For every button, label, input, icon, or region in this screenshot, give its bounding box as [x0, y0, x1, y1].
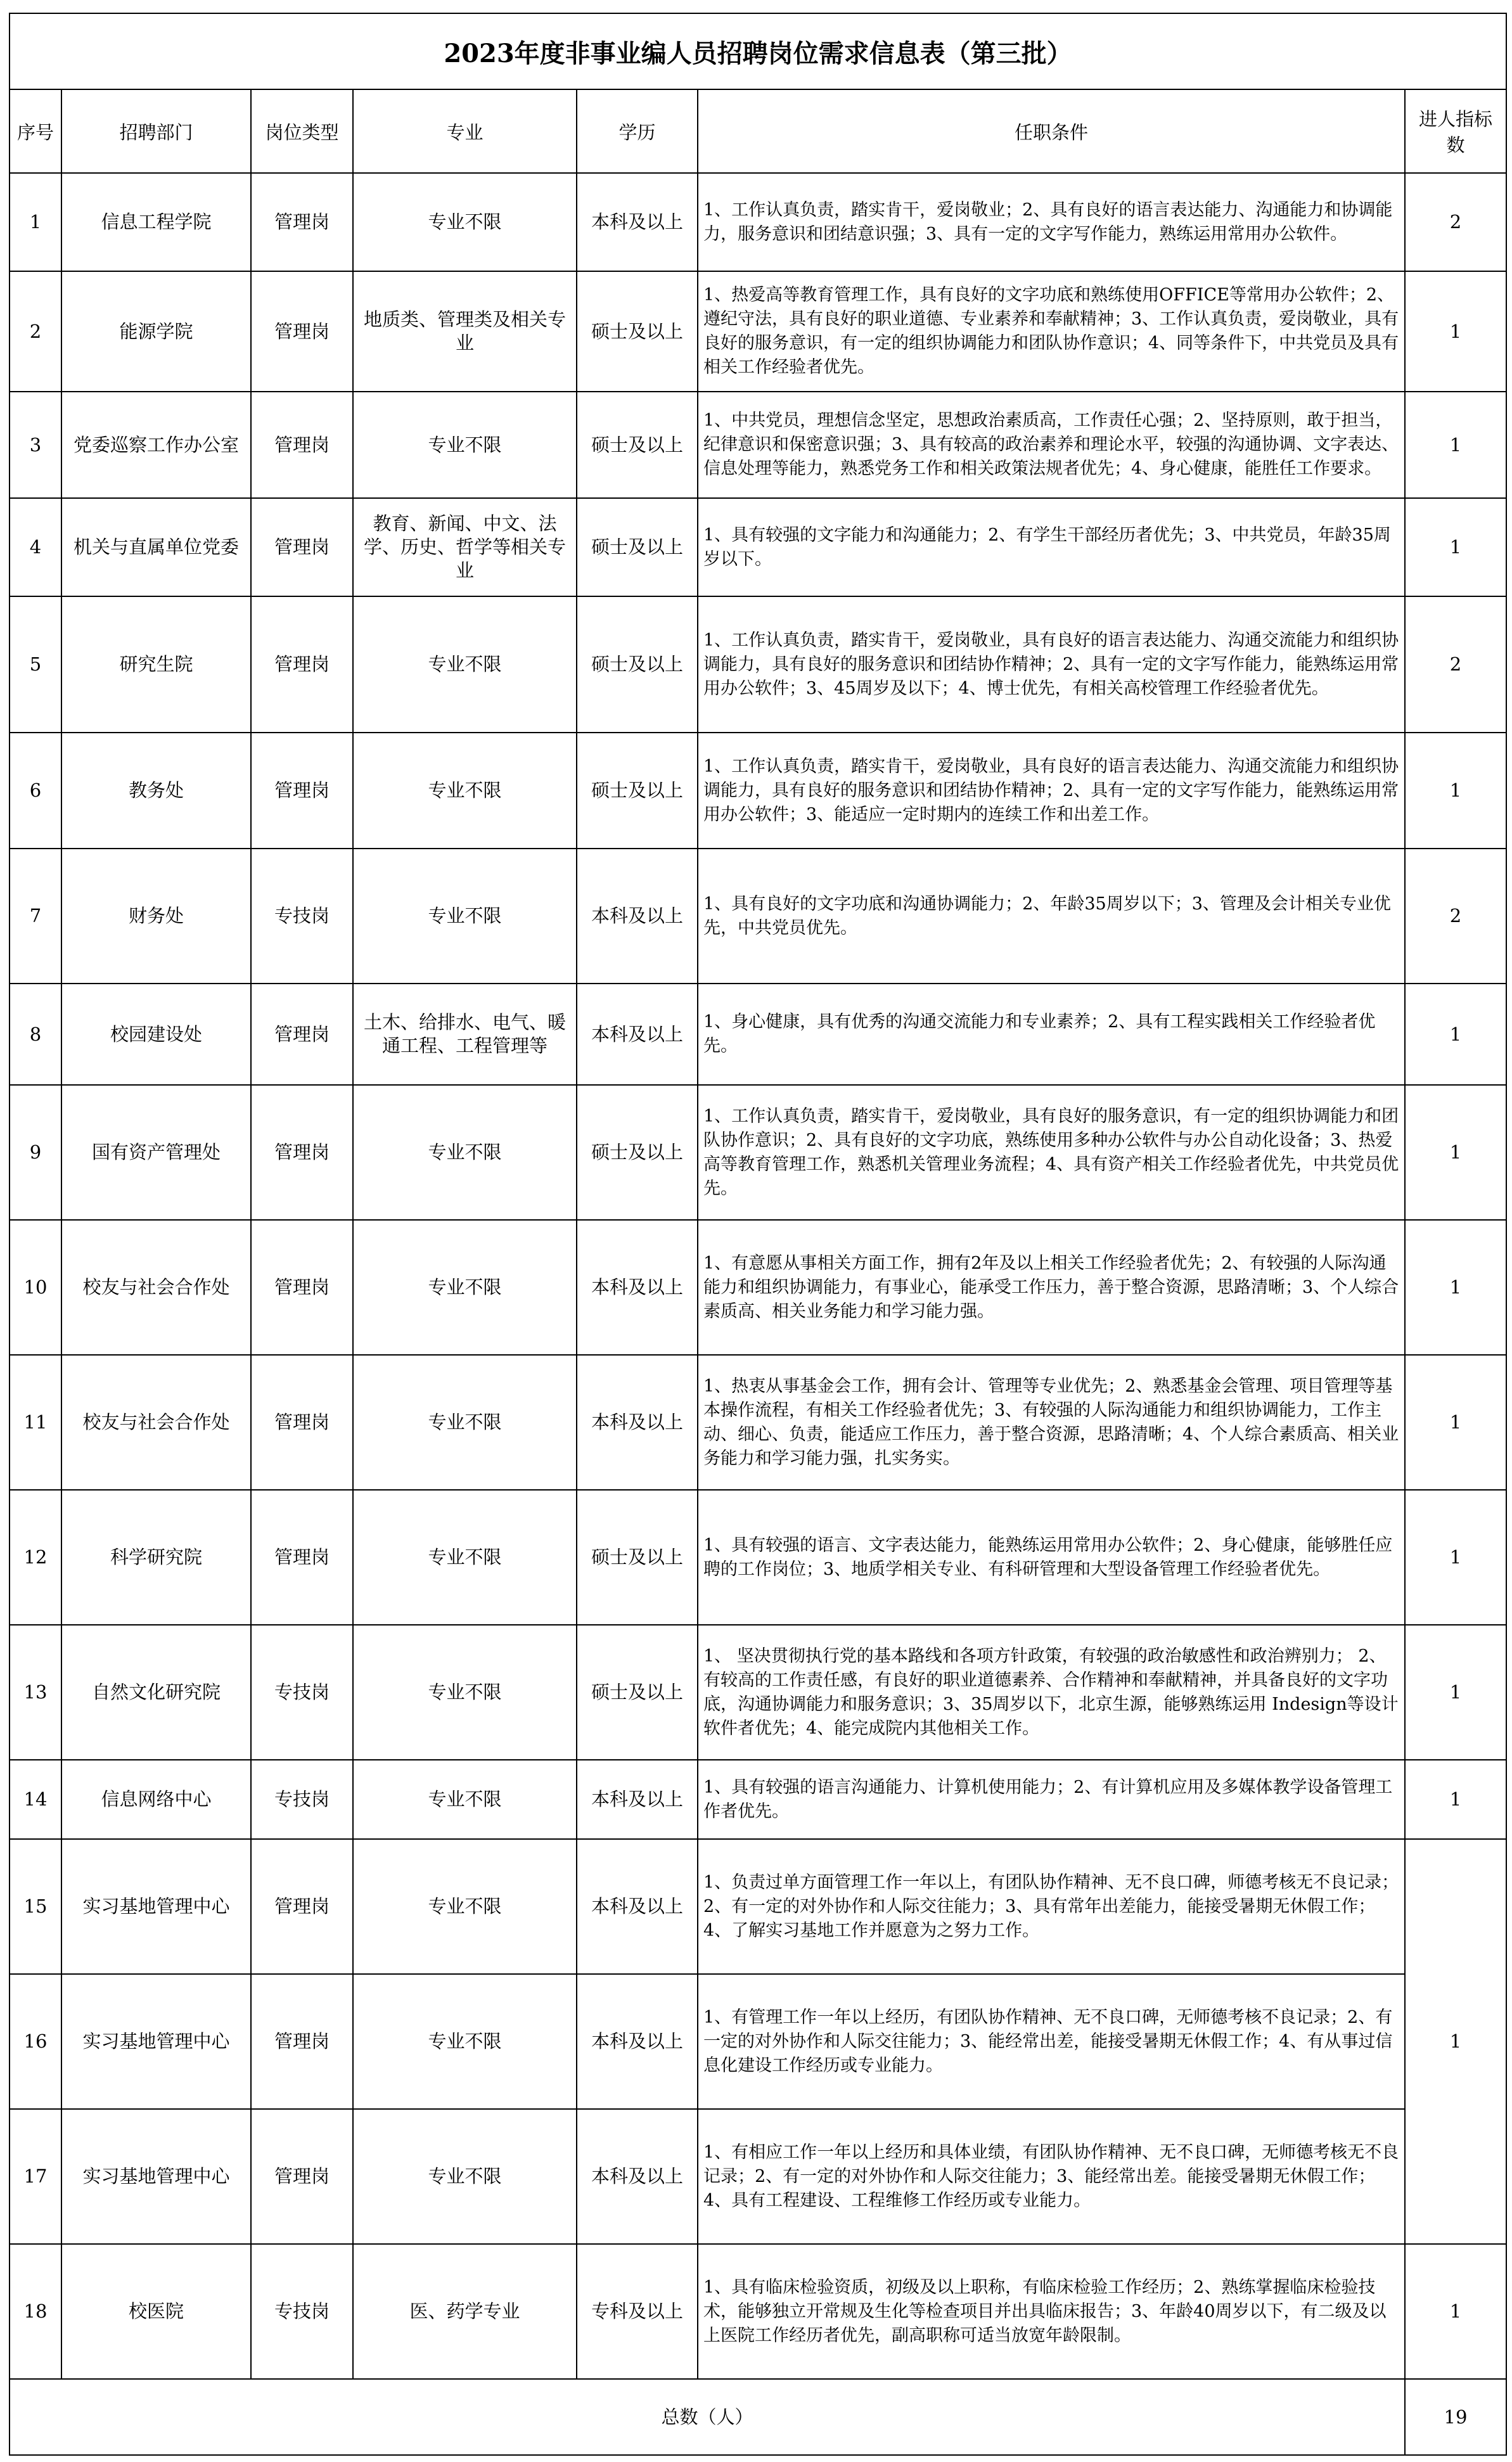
row-type: 管理岗: [251, 173, 353, 271]
row-edu: 本科及以上: [577, 849, 698, 984]
header-dept: 招聘部门: [61, 89, 251, 173]
row-major: 专业不限: [353, 1760, 577, 1839]
row-req: 1、热衷从事基金会工作，拥有会计、管理等专业优先；2、熟悉基金会管理、项目管理等基本操作流程，有相关工作经验者优先；3、有较强的人际沟通能力和组织协调能力，工作主动、细心、负责，能适应工作压力，善于整合资源，思路清晰；4、个人综合素质高、相关业务能力和学习能力强，扎实务实。: [698, 1355, 1405, 1490]
row-type: 管理岗: [251, 984, 353, 1085]
row-dept: 信息网络中心: [61, 1760, 251, 1839]
row-major: 教育、新闻、中文、法学、历史、哲学等相关专业: [353, 498, 577, 596]
row-type: 管理岗: [251, 1085, 353, 1220]
table-row: [10, 1974, 1506, 2109]
row-dept: 财务处: [61, 849, 251, 984]
row-dept: 国有资产管理处: [61, 1085, 251, 1220]
row-edu: 本科及以上: [577, 1839, 698, 1974]
row-count: 1: [1405, 271, 1506, 392]
row-no: 9: [10, 1085, 61, 1220]
row-edu: 硕士及以上: [577, 392, 698, 498]
table-row: [10, 2109, 1506, 2244]
row-no: 13: [10, 1625, 61, 1760]
row-no: 2: [10, 271, 61, 392]
row-count: 1: [1405, 1625, 1506, 1760]
row-edu: 本科及以上: [577, 1355, 698, 1490]
table-row: [10, 271, 1506, 392]
row-no: 3: [10, 392, 61, 498]
row-major: 专业不限: [353, 596, 577, 733]
row-req: 1、热爱高等教育管理工作，具有良好的文字功底和熟练使用OFFICE等常用办公软件；2、遵纪守法，具有良好的职业道德、专业素养和奉献精神；3、工作认真负责，爱岗敬业，具有良好的服务意识，有一定的组织协调能力和团队协作意识；4、同等条件下，中共党员及具有相关工作经验者优先。: [698, 271, 1405, 392]
row-type: 管理岗: [251, 1355, 353, 1490]
row-dept: 实习基地管理中心: [61, 1839, 251, 1974]
row-req: 1、工作认真负责，踏实肯干，爱岗敬业，具有良好的服务意识，有一定的组织协调能力和团队协作意识；2、具有良好的文字功底，熟练使用多种办公软件与办公自动化设备；3、热爱高等教育管理工作，熟悉机关管理业务流程；4、具有资产相关工作经验者优先，中共党员优先。: [698, 1085, 1405, 1220]
table-row: [10, 1355, 1506, 1490]
table-row: [10, 498, 1506, 596]
row-major: 专业不限: [353, 849, 577, 984]
header-major: 专业: [353, 89, 577, 173]
row-edu: 硕士及以上: [577, 1490, 698, 1625]
row-type: 管理岗: [251, 1220, 353, 1355]
row-count: 1: [1405, 1974, 1506, 2109]
row-no: 16: [10, 1974, 61, 2109]
row-req: 1、工作认真负责，踏实肯干，爱岗敬业，具有良好的语言表达能力、沟通交流能力和组织协调能力，具有良好的服务意识和团结协作精神；2、具有一定的文字写作能力，能熟练运用常用办公软件；3、45周岁及以下；4、博士优先，有相关高校管理工作经验者优先。: [698, 596, 1405, 733]
row-edu: 本科及以上: [577, 984, 698, 1085]
row-type: 管理岗: [251, 1974, 353, 2109]
table-title: 2023年度非事业编人员招聘岗位需求信息表（第三批）: [10, 13, 1506, 89]
row-no: 5: [10, 596, 61, 733]
row-type: 管理岗: [251, 2109, 353, 2244]
row-count: 1: [1405, 1760, 1506, 1839]
row-count: [1405, 2109, 1506, 2244]
row-no: 8: [10, 984, 61, 1085]
row-edu: 硕士及以上: [577, 1625, 698, 1760]
row-count: 1: [1405, 1085, 1506, 1220]
row-no: 11: [10, 1355, 61, 1490]
row-req: 1、工作认真负责，踏实肯干，爱岗敬业，具有良好的语言表达能力、沟通交流能力和组织协调能力，具有良好的服务意识和团结协作精神；2、具有一定的文字写作能力，能熟练运用常用办公软件；3、能适应一定时期内的连续工作和出差工作。: [698, 733, 1405, 849]
table-row: [10, 1220, 1506, 1355]
row-type: 管理岗: [251, 733, 353, 849]
row-no: 4: [10, 498, 61, 596]
row-edu: 本科及以上: [577, 1220, 698, 1355]
row-edu: 硕士及以上: [577, 596, 698, 733]
row-count: 1: [1405, 1220, 1506, 1355]
row-type: 专技岗: [251, 849, 353, 984]
row-count: 1: [1405, 1490, 1506, 1625]
row-req: 1、有相应工作一年以上经历和具体业绩，有团队协作精神、无不良口碑，无师德考核无不良记录；2、有一定的对外协作和人际交往能力；3、能经常出差。能接受暑期无休假工作；4、具有工程建设、工程维修工作经历或专业能力。: [698, 2109, 1405, 2244]
row-req: 1、有管理工作一年以上经历，有团队协作精神、无不良口碑，无师德考核不良记录；2、有一定的对外协作和人际交往能力；3、能经常出差，能接受暑期无休假工作；4、有从事过信息化建设工作经历或专业能力。: [698, 1974, 1405, 2109]
row-no: 7: [10, 849, 61, 984]
row-dept: 党委巡察工作办公室: [61, 392, 251, 498]
row-count: 1: [1405, 984, 1506, 1085]
row-count: 1: [1405, 498, 1506, 596]
row-req: 1、具有良好的文字功底和沟通协调能力；2、年龄35周岁以下；3、管理及会计相关专业优先，中共党员优先。: [698, 849, 1405, 984]
table-row: [10, 2244, 1506, 2379]
row-edu: 本科及以上: [577, 173, 698, 271]
row-major: 专业不限: [353, 1355, 577, 1490]
row-req: 1、身心健康，具有优秀的沟通交流能力和专业素养；2、具有工程实践相关工作经验者优先。: [698, 984, 1405, 1085]
row-no: 1: [10, 173, 61, 271]
row-type: 管理岗: [251, 498, 353, 596]
table-row: [10, 733, 1506, 849]
row-type: 专技岗: [251, 1760, 353, 1839]
row-no: 17: [10, 2109, 61, 2244]
row-dept: 自然文化研究院: [61, 1625, 251, 1760]
table-row: [10, 392, 1506, 498]
row-dept: 校友与社会合作处: [61, 1355, 251, 1490]
row-major: 专业不限: [353, 392, 577, 498]
row-dept: 机关与直属单位党委: [61, 498, 251, 596]
table-row: [10, 596, 1506, 733]
row-count: 1: [1405, 392, 1506, 498]
row-edu: 硕士及以上: [577, 271, 698, 392]
row-count: 1: [1405, 1355, 1506, 1490]
row-edu: 硕士及以上: [577, 498, 698, 596]
table-row: [10, 849, 1506, 984]
row-count: 2: [1405, 596, 1506, 733]
recruitment-table: [9, 13, 1507, 2456]
row-no: 10: [10, 1220, 61, 1355]
row-no: 18: [10, 2244, 61, 2379]
row-req: 1、负责过单方面管理工作一年以上，有团队协作精神、无不良口碑，师德考核无不良记录；2、有一定的对外协作和人际交往能力；3、具有常年出差能力，能接受暑期无休假工作；4、了解实习基地工作并愿意为之努力工作。: [698, 1839, 1405, 1974]
row-edu: 硕士及以上: [577, 733, 698, 849]
header-row: [10, 89, 1506, 173]
row-count: 1: [1405, 733, 1506, 849]
table-row: [10, 1839, 1506, 1974]
row-major: 土木、给排水、电气、暖通工程、工程管理等: [353, 984, 577, 1085]
header-no: 序号: [10, 89, 61, 173]
row-major: 医、药学专业: [353, 2244, 577, 2379]
row-dept: 教务处: [61, 733, 251, 849]
table-row: [10, 173, 1506, 271]
row-no: 15: [10, 1839, 61, 1974]
header-type: 岗位类型: [251, 89, 353, 173]
row-edu: 本科及以上: [577, 1974, 698, 2109]
row-type: 管理岗: [251, 271, 353, 392]
row-major: 专业不限: [353, 1220, 577, 1355]
row-major: 专业不限: [353, 1839, 577, 1974]
row-edu: 专科及以上: [577, 2244, 698, 2379]
row-major: 专业不限: [353, 2109, 577, 2244]
row-dept: 实习基地管理中心: [61, 1974, 251, 2109]
row-dept: 校医院: [61, 2244, 251, 2379]
row-no: 14: [10, 1760, 61, 1839]
row-req: 1、具有临床检验资质，初级及以上职称，有临床检验工作经历；2、熟练掌握临床检验技术，能够独立开常规及生化等检查项目并出具临床报告；3、年龄40周岁以下，有二级及以上医院工作经历者优先，副高职称可适当放宽年龄限制。: [698, 2244, 1405, 2379]
row-type: 管理岗: [251, 392, 353, 498]
row-dept: 实习基地管理中心: [61, 2109, 251, 2244]
header-edu: 学历: [577, 89, 698, 173]
row-major: 地质类、管理类及相关专业: [353, 271, 577, 392]
row-major: 专业不限: [353, 1085, 577, 1220]
row-count: 2: [1405, 173, 1506, 271]
header-req: 任职条件: [698, 89, 1405, 173]
row-no: 12: [10, 1490, 61, 1625]
table-row: [10, 1760, 1506, 1839]
row-req: 1、 坚决贯彻执行党的基本路线和各项方针政策，有较强的政治敏感性和政治辨别力； 2、有较高的工作责任感，有良好的职业道德素养、合作精神和奉献精神，并具备良好的文字功底，沟通协调能力和服务意识；3、35周岁以下，北京生源，能够熟练运用 Indesign等设计软件者优先；4、能完成院内其他相关工作。: [698, 1625, 1405, 1760]
row-edu: 本科及以上: [577, 2109, 698, 2244]
row-major: 专业不限: [353, 1625, 577, 1760]
row-dept: 校园建设处: [61, 984, 251, 1085]
row-req: 1、具有较强的语言、文字表达能力，能熟练运用常用办公软件；2、身心健康，能够胜任应聘的工作岗位；3、地质学相关专业、有科研管理和大型设备管理工作经验者优先。: [698, 1490, 1405, 1625]
total-value: 19: [1405, 2379, 1506, 2455]
row-count: 1: [1405, 2244, 1506, 2379]
total-label: 总数（人）: [10, 2379, 1405, 2455]
recruitment-table-sheet: [9, 13, 1506, 2456]
row-dept: 研究生院: [61, 596, 251, 733]
total-row: [10, 2379, 1506, 2455]
table-row: [10, 1085, 1506, 1220]
row-dept: 校友与社会合作处: [61, 1220, 251, 1355]
table-row: [10, 984, 1506, 1085]
row-edu: 硕士及以上: [577, 1085, 698, 1220]
header-count: 进人指标数: [1405, 89, 1506, 173]
table-row: [10, 1625, 1506, 1760]
row-req: 1、具有较强的语言沟通能力、计算机使用能力；2、有计算机应用及多媒体教学设备管理工作者优先。: [698, 1760, 1405, 1839]
row-req: 1、具有较强的文字能力和沟通能力；2、有学生干部经历者优先；3、中共党员，年龄35周岁以下。: [698, 498, 1405, 596]
row-dept: 能源学院: [61, 271, 251, 392]
row-dept: 信息工程学院: [61, 173, 251, 271]
row-type: 专技岗: [251, 2244, 353, 2379]
row-count: 2: [1405, 849, 1506, 984]
row-type: 管理岗: [251, 1490, 353, 1625]
table-row: [10, 1490, 1506, 1625]
row-req: 1、有意愿从事相关方面工作，拥有2年及以上相关工作经验者优先；2、有较强的人际沟通能力和组织协调能力，有事业心，能承受工作压力，善于整合资源，思路清晰；3、个人综合素质高、相关业务能力和学习能力强。: [698, 1220, 1405, 1355]
row-edu: 本科及以上: [577, 1760, 698, 1839]
row-major: 专业不限: [353, 1974, 577, 2109]
row-no: 6: [10, 733, 61, 849]
row-type: 管理岗: [251, 1839, 353, 1974]
row-req: 1、中共党员，理想信念坚定，思想政治素质高，工作责任心强；2、坚持原则，敢于担当，纪律意识和保密意识强；3、具有较高的政治素养和理论水平，较强的沟通协调、文字表达、信息处理等能力，熟悉党务工作和相关政策法规者优先；4、身心健康，能胜任工作要求。: [698, 392, 1405, 498]
row-type: 专技岗: [251, 1625, 353, 1760]
row-dept: 科学研究院: [61, 1490, 251, 1625]
row-major: 专业不限: [353, 173, 577, 271]
row-major: 专业不限: [353, 733, 577, 849]
row-count: [1405, 1839, 1506, 1974]
row-type: 管理岗: [251, 596, 353, 733]
row-major: 专业不限: [353, 1490, 577, 1625]
row-req: 1、工作认真负责，踏实肯干，爱岗敬业；2、具有良好的语言表达能力、沟通能力和协调能力，服务意识和团结意识强；3、具有一定的文字写作能力，熟练运用常用办公软件。: [698, 173, 1405, 271]
